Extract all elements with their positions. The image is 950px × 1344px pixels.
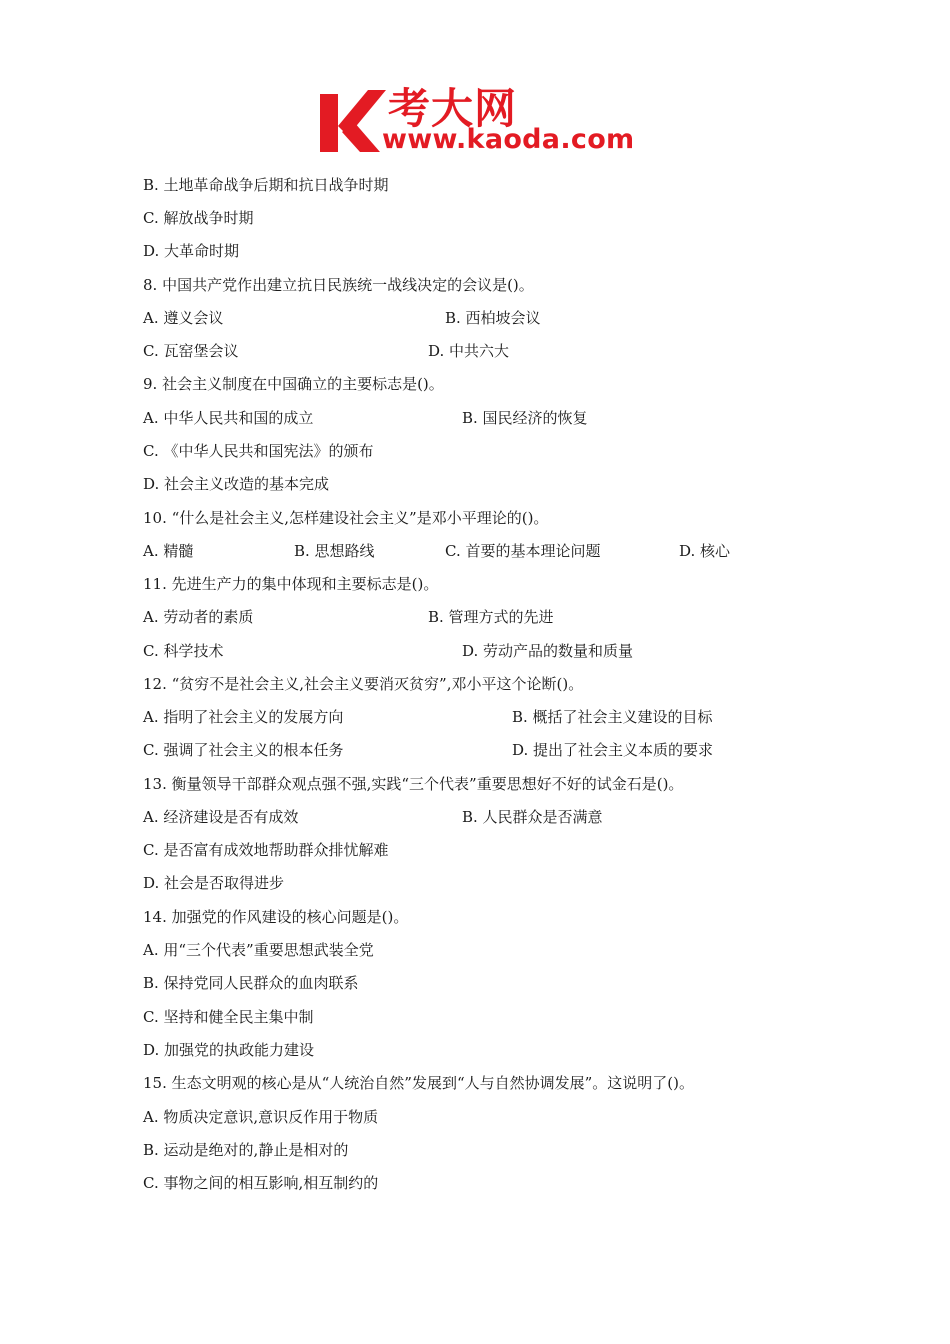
option-line: A. 指明了社会主义的发展方向 <box>143 708 344 726</box>
kaoda-logo <box>318 78 648 162</box>
option-line: A. 遵义会议 <box>143 309 224 327</box>
option-line: C. 解放战争时期 <box>143 209 254 227</box>
question-line: 13. 衡量领导干部群众观点强不强,实践“三个代表”重要思想好不好的试金石是()。 <box>143 775 684 793</box>
logo-url-text: www.kaoda.com <box>382 124 635 155</box>
question-line: 15. 生态文明观的核心是从“人统治自然”发展到“人与自然协调发展”。这说明了()。 <box>143 1074 695 1092</box>
option-line: A. 物质决定意识,意识反作用于物质 <box>143 1108 379 1126</box>
option-line: C. 首要的基本理论问题 <box>445 542 601 560</box>
option-line: B. 国民经济的恢复 <box>462 409 588 427</box>
option-line: A. 精髓 <box>143 542 194 560</box>
option-line: C. 是否富有成效地帮助群众排忧解难 <box>143 841 389 859</box>
option-line: C. 事物之间的相互影响,相互制约的 <box>143 1174 379 1192</box>
option-line: D. 核心 <box>679 542 731 560</box>
option-line: B. 管理方式的先进 <box>428 608 554 626</box>
option-line: D. 劳动产品的数量和质量 <box>462 642 634 660</box>
option-line: D. 提出了社会主义本质的要求 <box>512 741 714 759</box>
option-line: D. 加强党的执政能力建设 <box>143 1041 315 1059</box>
option-line: B. 人民群众是否满意 <box>462 808 603 826</box>
option-line: C. 《中华人民共和国宪法》的颁布 <box>143 442 374 460</box>
question-line: 11. 先进生产力的集中体现和主要标志是()。 <box>143 575 439 593</box>
option-line: C. 科学技术 <box>143 642 224 660</box>
option-line: A. 经济建设是否有成效 <box>143 808 299 826</box>
option-line: C. 瓦窑堡会议 <box>143 342 239 360</box>
question-line: 8. 中国共产党作出建立抗日民族统一战线决定的会议是()。 <box>143 276 534 294</box>
option-line: A. 劳动者的素质 <box>143 608 254 626</box>
question-line: 10. “什么是社会主义,怎样建设社会主义”是邓小平理论的()。 <box>143 509 549 527</box>
option-line: D. 社会主义改造的基本完成 <box>143 475 330 493</box>
option-line: B. 概括了社会主义建设的目标 <box>512 708 713 726</box>
option-line: B. 思想路线 <box>294 542 375 560</box>
option-line: A. 用“三个代表”重要思想武装全党 <box>143 941 374 959</box>
option-line: D. 大革命时期 <box>143 242 240 260</box>
option-line: D. 社会是否取得进步 <box>143 874 285 892</box>
question-line: 9. 社会主义制度在中国确立的主要标志是()。 <box>143 375 444 393</box>
option-line: B. 保持党同人民群众的血肉联系 <box>143 974 359 992</box>
option-line: D. 中共六大 <box>428 342 510 360</box>
question-line: 14. 加强党的作风建设的核心问题是()。 <box>143 908 409 926</box>
option-line: A. 中华人民共和国的成立 <box>143 409 314 427</box>
option-line: B. 西柏坡会议 <box>445 309 541 327</box>
logo-brand-text: 考大网 <box>388 84 518 133</box>
option-line: C. 坚持和健全民主集中制 <box>143 1008 314 1026</box>
option-line: B. 土地革命战争后期和抗日战争时期 <box>143 176 389 194</box>
k-logo-icon <box>318 86 388 156</box>
option-line: B. 运动是绝对的,静止是相对的 <box>143 1141 349 1159</box>
option-line: C. 强调了社会主义的根本任务 <box>143 741 344 759</box>
question-line: 12. “贫穷不是社会主义,社会主义要消灭贫穷”,邓小平这个论断()。 <box>143 675 584 693</box>
